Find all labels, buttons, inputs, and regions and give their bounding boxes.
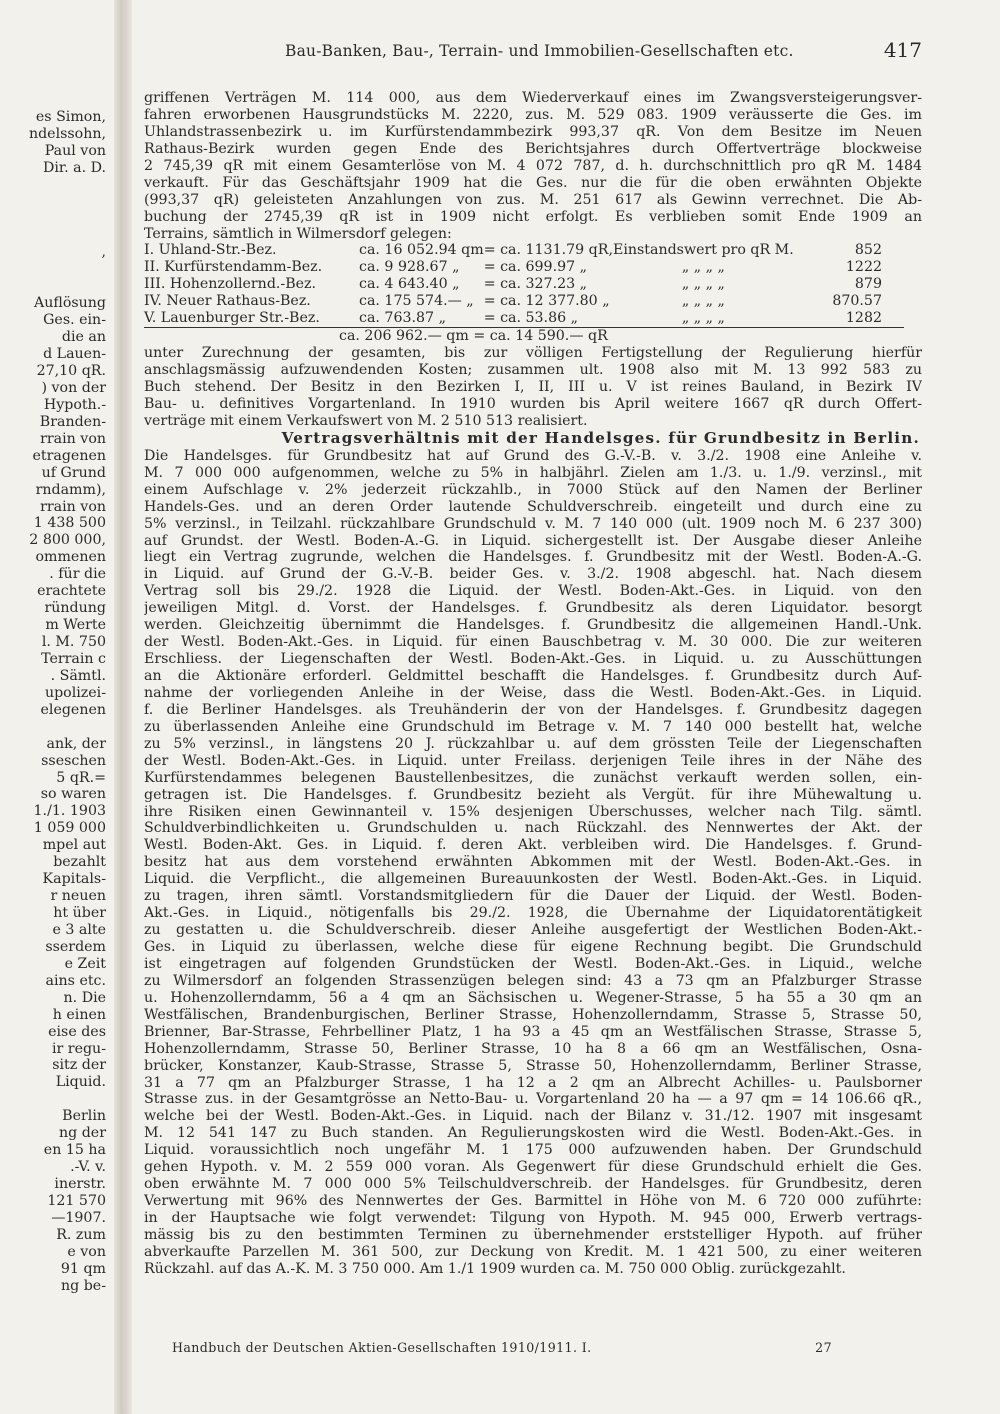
text-line: Ges. in Liquid zu überlassen, welche diese für eigene Rechnung begibt. Die Grundschuld	[144, 939, 922, 956]
text-line: buchung der 2745,39 qR ist in 1909 nicht erfolgt. Es verblieben somit Ende 1909 an	[144, 208, 922, 225]
left-fragment-line: die an	[61, 329, 106, 346]
left-page-fragment	[0, 92, 112, 1295]
left-fragment-line: ains etc.	[45, 972, 106, 989]
left-fragment-line: ommenen	[35, 549, 106, 566]
left-fragment-line: 91 qm	[60, 1260, 106, 1277]
paragraph-contract	[144, 448, 922, 1278]
text-line: brücker, Konstanzer, Kaub-Strasse, Strasse 5, Strasse 50, Hohenzollerndamm, Berliner Strasse,	[144, 1057, 922, 1074]
text-line: griffenen Verträgen M. 114 000, aus dem Wiederverkauf eines im Zwangsversteigerungsver-	[144, 90, 922, 106]
text-line: 31 a 77 qm an Pfalzburger Strasse, 1 ha 12 a 2 qm an Albrecht Achilles- u. Paulsborner	[144, 1074, 922, 1091]
text-line: oben erwähnte M. 7 000 000 5% Teilschuldverschreib. der Handelsges. für Grundbesitz, deren	[144, 1176, 922, 1193]
left-fragment-line: Kapitals-	[42, 871, 106, 888]
left-fragment-line: 2 800 000,	[29, 532, 106, 549]
terrain-cell-qm: ca. 4 643.40 „	[359, 276, 460, 293]
left-fragment-line: e 3 alte	[52, 921, 106, 938]
left-fragment-line: en 15 ha	[43, 1142, 106, 1159]
left-fragment-line: rrain von	[40, 498, 106, 515]
main-text	[144, 90, 922, 1278]
left-fragment-line: sserdem	[45, 938, 106, 955]
text-line: Uhlandstrassenbezirk u. im Kurfürstendammbezirk 993,37 qR. Von dem Besitze im Neuen	[144, 123, 922, 140]
terrain-row	[144, 242, 904, 259]
text-line: zu überlassenden Anleihe eine Grundschuld im Betrage v. M. 7 140 000 bestellt hat, welche	[144, 718, 922, 735]
text-line: anschlagsmässig aufzuwendenden Kosten; zusammen ult. 1908 also mit M. 13 992 583 zu	[144, 362, 922, 379]
left-fragment-line: Berlin	[62, 1108, 106, 1125]
terrain-sum-row	[144, 328, 904, 345]
text-line: in der Hauptsache wie folgt verwendet: Tilgung von Hypoth. M. 945 000, Erwerb vertrags-	[144, 1210, 922, 1227]
left-fragment-line: ) von der	[41, 379, 106, 396]
text-line: Brienner, Bar-Strasse, Fehrbelliner Platz, 1 ha 93 a 45 qm an Westfälischen Strasse, Strasse 5,	[144, 1023, 922, 1040]
text-line: Westl. Boden-Akt. Ges. in Liquid. f. deren Akt. verbleiben wird. Die Handelsges. f. Grund-	[144, 837, 922, 854]
footer-title: Handbuch der Deutschen Aktien-Gesellschaften 1910/1911. I.	[172, 1340, 592, 1355]
text-line: Akt.-Ges. in Liquid., nötigenfalls bis 29./2. 1928, die Übernahme der Liquidatorentätigkeit	[144, 905, 922, 922]
terrain-row	[144, 310, 904, 327]
text-line: besitz hat aus dem vorstehend erwähnten Abkommen mit der Westl. Boden-Akt.-Ges. in	[144, 854, 922, 871]
left-fragment-line: R. zum	[56, 1226, 106, 1243]
left-fragment-line	[0, 719, 112, 736]
left-fragment-line: mpel aut	[42, 837, 106, 854]
text-line: Kurfürstendammes belegenen Baustellenbesitzes, die zunächst verkauft werden sollen, ein-	[144, 769, 922, 786]
left-fragment-line: h einen	[52, 1006, 106, 1023]
terrain-cell-qr: = ca. 699.97 „	[483, 259, 588, 276]
left-fragment-line	[0, 211, 112, 228]
text-line: (993,37 qR) geleisteten Anzahlungen von zus. M. 251 617 als Gewinn verrechnet. Die Ab-	[144, 191, 922, 208]
text-line: Die Handelsges. für Grundbesitz hat auf Grund des G.-V.-B. v. 3./2. 1908 eine Anleihe v.	[144, 447, 922, 464]
terrain-cell-qm: ca. 175 574.— „	[359, 293, 474, 310]
text-line: Schuldverbindlichkeiten u. Grundschulden u. nach Rückzahl. des Nennwertes der Akt. der	[144, 820, 922, 837]
terrain-row	[144, 259, 904, 276]
terrain-cell-qr: = ca. 53.86 „	[483, 310, 578, 327]
text-line: M. 12 541 147 zu Buch standen. An Regulierungskosten wird die Westl. Boden-Akt.-Ges. in	[144, 1125, 922, 1142]
terrain-cell-qr: = ca. 1131.79 qR,	[483, 242, 613, 259]
left-fragment-line: ründung	[44, 600, 106, 617]
paragraph-book-value	[144, 345, 922, 430]
text-line: Verwertung mit 96% des Nennwertes der Ges. Barmittel in Höhe von M. 6 720 000 zuführte:	[144, 1193, 922, 1210]
text-line: Hohenzollerndamm, Strasse 50, Berliner Strasse, 10 ha 8 a 66 qm an Westfälischen, Osna-	[144, 1040, 922, 1057]
left-fragment-line: uf Grund	[41, 464, 106, 481]
terrain-cell-qm: ca. 16 052.94 qm	[359, 242, 484, 259]
text-line: 5% verzinsl., in Teilzahl. rückzahlbare Grundschuld v. M. 7 140 000 (ult. 1909 noch M. 6 237 300)	[144, 515, 922, 532]
text-line: mässig bis zu den bestimmten Terminen zu übernehmender erststelliger Hypoth. auf früher	[144, 1226, 922, 1243]
text-line: liegt ein Vertrag zugrunde, welchen die Handelsges. f. Grundbesitz mit der Westl. Boden-A.-G.	[144, 549, 922, 566]
text-line: verträge mit einem Verkaufswert von M. 2 510 513 realisiert.	[144, 412, 588, 429]
left-fragment-line: n. Die	[63, 989, 106, 1006]
text-line: auf Grundst. der Westl. Boden-A.-G. in Liquid. sichergestellt ist. Der Ausgabe dieser Anleihe	[144, 532, 922, 549]
terrain-cell-val: 852	[854, 242, 882, 259]
text-line: zu 5% verzinsl., in längstens 20 J. rückzahlbar u. auf dem grössten Teile der Liegenschaften	[144, 735, 922, 752]
left-fragment-line: . Sämtl.	[50, 667, 106, 684]
left-fragment-line: 1./1. 1903	[33, 803, 106, 820]
text-line: der Westl. Boden-Akt.-Ges. in Liquid. unter Freilass. derjenigen Teile ihres in der Nähe des	[144, 752, 922, 769]
text-line: Liquid. voraussichtlich noch ungefähr M. 1 175 000 aufzuwenden haben. Der Grundschuld	[144, 1142, 922, 1159]
text-line: Bau- u. definitives Vorgartenland. In 1910 wurden bis April weitere 1667 qR durch Offert-	[144, 395, 922, 412]
left-fragment-line: Ges. ein-	[43, 312, 106, 329]
left-fragment-line: Liquid.	[55, 1074, 106, 1091]
left-fragment-line: r neuen	[50, 888, 106, 905]
text-line: einem Aufschlage v. 2% jederzeit rückzahlb., in 7000 Stück auf den Namen der Berliner	[144, 481, 922, 498]
text-line: getragen ist. Die Handelsges. f. Grundbesitz bezieht als Vergüt. für ihre Mühewaltung u.	[144, 786, 922, 803]
terrain-cell-dit: „ „ „ „	[681, 276, 725, 293]
page-number: 417	[883, 38, 922, 62]
text-line: ihre Risiken einen Gewinnanteil v. 15% desjenigen Überschusses, welcher nach Tilg. sämtl.	[144, 803, 922, 820]
left-fragment-line: m Werte	[45, 617, 106, 634]
paragraph-terrain-sales	[144, 90, 922, 242]
left-fragment-line	[0, 177, 112, 194]
text-line: unter Zurechnung der gesamten, bis zur völligen Fertigstellung der Regulierung hierfür	[144, 345, 922, 362]
left-fragment-line: Dir. a. D.	[42, 159, 106, 176]
terrain-cell-val: 879	[854, 276, 882, 293]
terrain-cell-dit: „ „ „ „	[681, 310, 725, 327]
terrain-cell-dit: „ „ „ „	[681, 259, 725, 276]
text-line: Rückzahl. auf das A.-K. M. 3 750 000. Am 1./1 1909 wurden ca. M. 750 000 Oblig. zurückgezahlt.	[144, 1260, 846, 1277]
left-fragment-line: Terrain c	[41, 650, 106, 667]
left-fragment-line	[0, 228, 112, 245]
page-gutter	[114, 0, 132, 1414]
text-line: Liquid. die Verpflicht., die allgemeinen Bureauunkosten der Westl. Boden-Akt.-Ges. in Liquid.	[144, 871, 922, 888]
terrain-cell-qm: ca. 763.87 „	[359, 310, 446, 327]
left-fragment-line: ndelssohn,	[28, 125, 106, 142]
section-heading: Vertragsverhältnis mit der Handelsges. für Grundbesitz in Berlin.	[281, 428, 920, 447]
left-fragment-line: Auflösung	[33, 295, 106, 312]
left-fragment-line: upolizei-	[44, 684, 106, 701]
left-fragment-line: rrain von	[40, 430, 106, 447]
text-line: f. die Berliner Handelsges. als Treuhänderin der von der Handelsges. f. Grundbesitz dagegen	[144, 701, 922, 718]
terrain-row	[144, 276, 904, 293]
text-line: Rathaus-Bezirk wurden gegen Ende des Berichtsjahres durch Offertverträge blockweise	[144, 140, 922, 157]
terrain-table	[144, 242, 904, 345]
text-line: Vertrag soll bis 29./2. 1928 die Liquid. der Westl. Boden-Akt.-Ges. in Liquid. von den	[144, 583, 922, 600]
left-fragment-line	[0, 1091, 112, 1108]
left-fragment-line: ir regu-	[51, 1040, 106, 1057]
terrain-cell-qr: = ca. 12 377.80 „	[483, 293, 610, 310]
terrain-sum: ca. 206 962.— qm = ca. 14 590.— qR	[144, 328, 613, 345]
left-fragment-line: ank, der	[46, 735, 106, 752]
left-fragment-line: ht über	[53, 905, 106, 921]
text-line: Erschliess. der Liegenschaften der Westl. Boden-Akt.-Ges. in Liquid. u. zu Ausschüttungen	[144, 651, 922, 668]
running-header	[140, 38, 922, 68]
terrain-cell-dit: „ „ „ „	[681, 293, 725, 310]
text-line: zu gestatten u. die Schuldverschreib. dieser Anleihe ausgefertigt der Westlichen Boden-Akt.-	[144, 922, 922, 939]
left-fragment-line: e von	[67, 1243, 106, 1260]
left-fragment-line: 27,10 qR.	[36, 363, 106, 379]
left-fragment-line: Paul von	[44, 142, 106, 159]
left-fragment-line	[0, 92, 112, 109]
terrain-cell-dit: Einstandswert pro qR M.	[612, 242, 794, 259]
terrain-cell-name: V. Lauenburger Str.-Bez.	[144, 310, 320, 327]
left-fragment-line: etragenen	[32, 447, 106, 464]
header-title: Bau-Banken, Bau-, Terrain- und Immobilien-Gesellschaften etc.	[285, 42, 794, 60]
left-fragment-line: rndamm),	[35, 481, 106, 498]
left-fragment-line: Hypoth.-	[43, 396, 106, 413]
left-fragment-line: —1907.	[51, 1209, 106, 1226]
terrain-cell-name: I. Uhland-Str.-Bez.	[144, 242, 277, 259]
left-fragment-line: 1 059 000	[33, 820, 106, 837]
text-line: abverkaufte Parzellen M. 361 500, zur Deckung von Kredit. M. 1 421 500, zu einer weiteren	[144, 1243, 922, 1260]
text-line: M. 7 000 000 aufgenommen, welche zu 5% in halbjährl. Zielen am 1./3. u. 1./9. verzinsl., mit	[144, 464, 922, 481]
left-fragment-line: 5 qR.=	[56, 769, 106, 786]
left-fragment-line: erachtete	[37, 583, 106, 600]
left-fragment-line: e Zeit	[64, 955, 106, 972]
left-fragment-line: bezahlt	[53, 854, 106, 871]
terrain-cell-name: IV. Neuer Rathaus-Bez.	[144, 293, 311, 310]
text-line: welche bei der Westl. Boden-Akt.-Ges. in Liquid. nach der Bilanz v. 31./12. 1907 mit insgesamt	[144, 1108, 922, 1125]
left-fragment-line: es Simon,	[35, 108, 106, 125]
text-line: Handels-Ges. und an deren Order lautende Schuldverschreib. eingeteilt und durch eine zu	[144, 498, 922, 515]
left-fragment-line: ,	[101, 244, 106, 261]
terrain-cell-qr: = ca. 327.23 „	[483, 276, 588, 293]
left-fragment-line: ng be-	[60, 1277, 106, 1294]
terrain-cell-val: 1222	[845, 259, 882, 276]
left-fragment-line: l. M. 750	[41, 634, 106, 650]
left-fragment-line: eise des	[48, 1023, 106, 1040]
text-line: zu Wilmersdorf an folgenden Strassenzügen belegen sind: 43 a 73 qm an Pfalzburger Strasse	[144, 972, 922, 989]
left-fragment-line: sseschen	[41, 752, 106, 769]
left-fragment-line: .-V. v.	[70, 1159, 106, 1176]
text-line: gehen Hypoth. v. M. 2 559 000 voran. Als Gegenwert für diese Grundschuld erhielt die Ges.	[144, 1159, 922, 1176]
text-line: jeweiligen Mitgl. d. Vorst. der Handelsges. f. Grundbesitz als deren Liquidator. besorgt	[144, 600, 922, 617]
footer-signature: 27	[815, 1340, 832, 1355]
text-line: nahme der vorliegenden Anleihe in der Weise, dass die Westl. Boden-Akt.-Ges. in Liquid.	[144, 684, 922, 701]
text-line: werden. Gleichzeitig übernimmt die Handelsges. f. Grundbesitz die allgemeinen Handl.-Unk.	[144, 617, 922, 634]
left-fragment-line	[0, 194, 112, 211]
left-fragment-line: sitz der	[52, 1057, 106, 1074]
text-line: Buch stehend. Der Besitz in den Bezirken I, II, III u. V ist reines Bauland, in Bezirk IV	[144, 379, 922, 396]
text-line: der Westl. Boden-Akt.-Ges. in Liquid. für einen Bauschbetrag v. M. 30 000. Die zur weiteren	[144, 634, 922, 651]
terrain-cell-qm: ca. 9 928.67 „	[359, 259, 460, 276]
text-line: u. Hohenzollerndamm, 56 a 4 qm an Sächsischen u. Wegener-Strasse, 5 ha 55 a 30 qm an	[144, 989, 922, 1006]
left-fragment-line: 1 438 500	[33, 515, 106, 532]
text-line: 2 745,39 qR mit einem Gesamterlöse von M. 4 072 787, d. h. durchschnittlich pro qR M. 1484	[144, 157, 922, 174]
text-line: Strasse zus. in der Gesamtgrösse an Netto-Bau- u. Vorgartenland 20 ha — a 97 qm = 14 106.66 qR.,	[144, 1091, 922, 1108]
text-line: in Liquid. auf Grund der G.-V.-B. beider Ges. v. 3./2. 1908 abgeschl. hat. Nach diesem	[144, 566, 922, 583]
text-line: ist eingetragen auf folgenden Grundstücken der Westl. Boden-Akt.-Ges. in Liquid., welche	[144, 955, 922, 972]
left-fragment-line: Branden-	[39, 413, 106, 430]
text-line: Terrains, sämtlich in Wilmersdorf gelegen:	[144, 225, 452, 242]
left-fragment-line	[0, 261, 112, 278]
text-line: Westfälischen, Brandenburgischen, Berliner Strasse, Hohenzollerndamm, Strasse 5, Strasse 50,	[144, 1006, 922, 1023]
terrain-cell-name: II. Kurfürstendamm-Bez.	[144, 259, 323, 276]
terrain-cell-val: 1282	[845, 310, 882, 327]
left-fragment-line: d Lauen-	[43, 346, 106, 363]
text-line: zu tragen, ihren sämtl. Vorstandsmitgliedern für die Dauer der Liquid. der Westl. Boden-	[144, 888, 922, 905]
left-fragment-line: . für die	[49, 566, 106, 583]
left-fragment-line: elegenen	[40, 701, 106, 718]
left-fragment-line: so waren	[40, 786, 106, 803]
left-fragment-line: inerstr.	[54, 1176, 106, 1192]
terrain-row	[144, 293, 904, 310]
text-line: verkauft. Für das Geschäftsjahr 1909 hat die Ges. nur die für die oben erwähnten Objekte	[144, 174, 922, 191]
left-fragment-line	[0, 278, 112, 295]
text-line: fahren erworbenen Hausgrundstücks M. 2220, zus. M. 529 083. 1909 veräusserte die Ges. im	[144, 106, 922, 123]
text-line: an die Aktionäre erforderl. Geldmittel beschafft die Handelsges. f. Grundbesitz durch Auf-	[144, 668, 922, 685]
left-fragment-line: ng der	[59, 1125, 106, 1142]
left-fragment-line: 121 570	[47, 1192, 106, 1209]
terrain-cell-val: 870.57	[832, 293, 882, 310]
terrain-cell-name: III. Hohenzollernd.-Bez.	[144, 276, 317, 293]
